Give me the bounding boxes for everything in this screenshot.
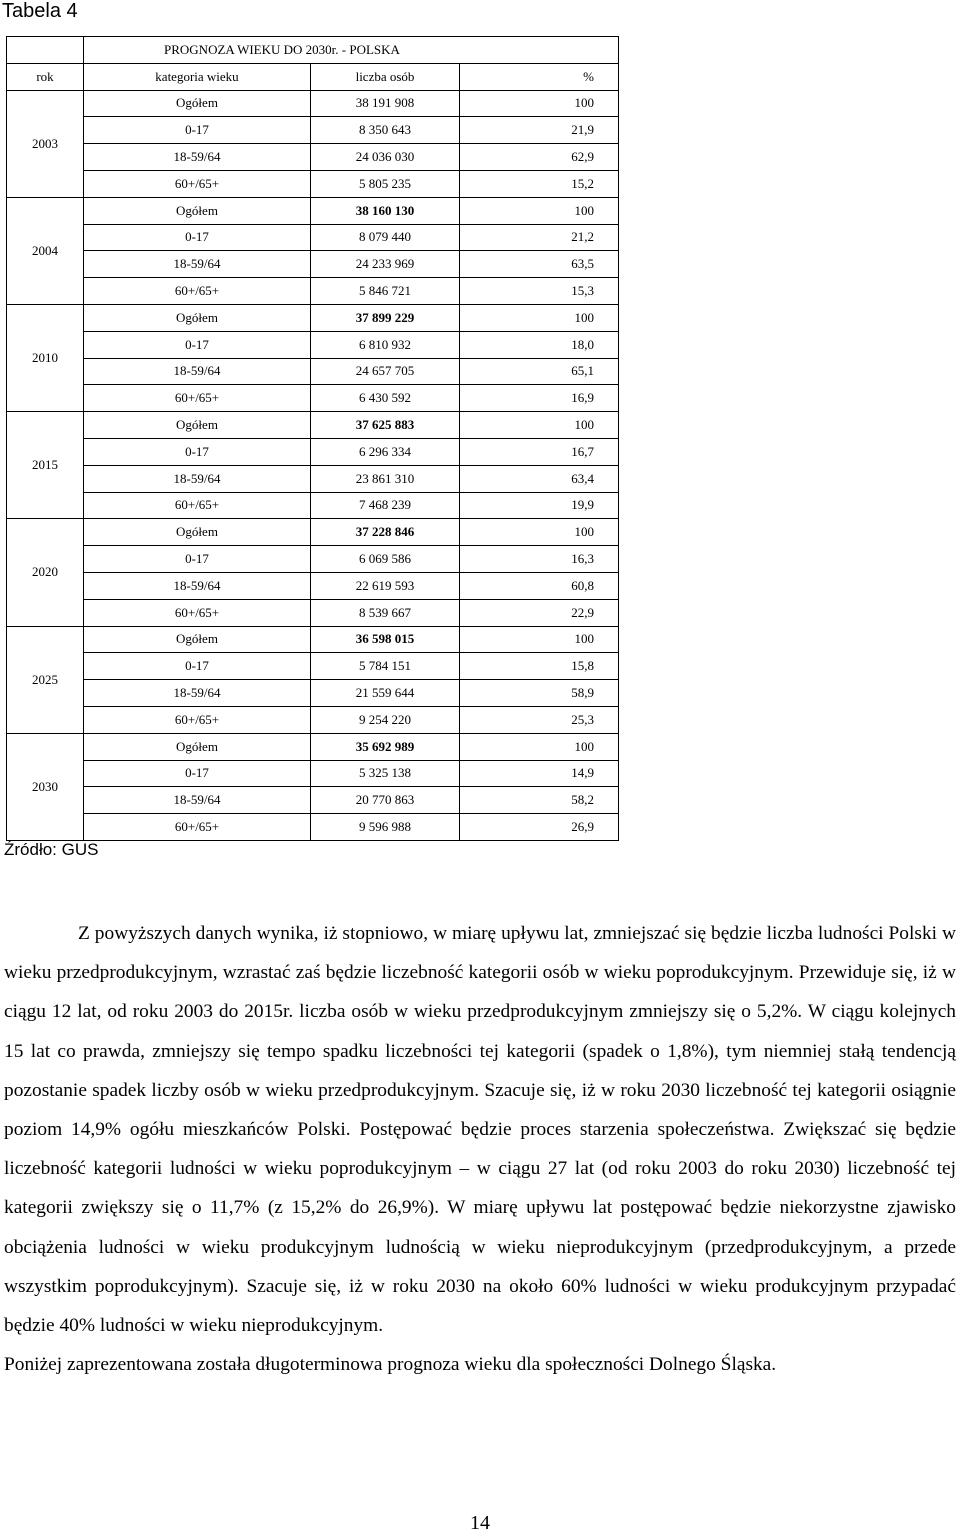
- year-cell: 2004: [7, 197, 84, 304]
- count-cell: 5 805 235: [311, 170, 460, 197]
- category-cell: 60+/65+: [84, 814, 311, 841]
- count-cell: 24 233 969: [311, 251, 460, 278]
- table-row: [7, 170, 619, 197]
- category-cell: 0-17: [84, 331, 311, 358]
- year-cell: 2020: [7, 519, 84, 626]
- percent-cell: 26,9: [460, 814, 619, 841]
- count-cell: 6 810 932: [311, 331, 460, 358]
- percent-cell: 100: [460, 197, 619, 224]
- count-cell: 5 325 138: [311, 760, 460, 787]
- category-cell: 60+/65+: [84, 278, 311, 305]
- count-cell: 8 350 643: [311, 117, 460, 144]
- paragraph-1: Z powyższych danych wynika, iż stopniowo, w miarę upływu lat, zmniejszać się będzie liczba ludności Polski w wieku przedprodukcyjnym, wzrastać zaś będzie liczebność kategorii osób w wieku poprodukcyjnym. Przewiduje się, iż w ciągu 12 lat, od roku 2003 do 2015r. liczba osób w wieku przedprodukcyjnym zmniejszy się o 5,2%. W ciągu kolejnych 15 lat co prawda, zmniejszy się tempo spadku liczebności tej kategorii (spadek o 1,8%), tym niemniej stałą tendencją pozostanie spadek liczby osób w wieku przedprodukcyjnym. Szacuje się, iż w roku 2030 liczebność tej kategorii osiągnie poziom 14,9% ogółu mieszkańców Polski. Postępować będzie proces starzenia społeczeństwa. Zwiększać się będzie liczebność kategorii ludności w wieku poprodukcyjnym – w ciągu 27 lat (od roku 2003 do roku 2030) liczebność tej kategorii zwiększy się o 11,7% (z 15,2% do 26,9%). W miarę upływu lat postępować będzie niekorzystne zjawisko obciążenia ludności w wieku produkcyjnym ludnością w wieku nieprodukcyjnym (przedprodukcyjnym, a przede wszystkim poprodukcyjnym). Szacuje się, iż w roku 2030 na około 60% ludności w wieku produkcyjnym przypadać będzie 40% ludności w wieku nieprodukcyjnym.: [4, 923, 956, 1337]
- percent-cell: 16,7: [460, 438, 619, 465]
- percent-cell: 65,1: [460, 358, 619, 385]
- category-cell: 0-17: [84, 117, 311, 144]
- table-title: PROGNOZA WIEKU DO 2030r. - POLSKA: [84, 37, 619, 64]
- count-cell: 38 160 130: [311, 197, 460, 224]
- count-cell: 6 430 592: [311, 385, 460, 412]
- table-row: [7, 599, 619, 626]
- count-cell: 23 861 310: [311, 465, 460, 492]
- year-cell: 2030: [7, 733, 84, 840]
- percent-cell: 100: [460, 626, 619, 653]
- table-label: Tabela 4: [2, 0, 78, 22]
- category-cell: 60+/65+: [84, 492, 311, 519]
- category-cell: Ogółem: [84, 90, 311, 117]
- table-row: [7, 251, 619, 278]
- table-row: [7, 331, 619, 358]
- percent-cell: 15,8: [460, 653, 619, 680]
- table-row: [7, 224, 619, 251]
- percent-cell: 16,3: [460, 546, 619, 573]
- table-row: [7, 787, 619, 814]
- category-cell: 18-59/64: [84, 787, 311, 814]
- table-row: [7, 626, 619, 653]
- category-cell: Ogółem: [84, 412, 311, 439]
- percent-cell: 14,9: [460, 760, 619, 787]
- category-cell: Ogółem: [84, 733, 311, 760]
- count-cell: 8 539 667: [311, 599, 460, 626]
- table-header-row: [7, 63, 619, 90]
- percent-cell: 100: [460, 733, 619, 760]
- table-row: [7, 572, 619, 599]
- year-cell: 2025: [7, 626, 84, 733]
- category-cell: 60+/65+: [84, 599, 311, 626]
- header-percent: %: [460, 63, 619, 90]
- percent-cell: 58,9: [460, 680, 619, 707]
- table-row: [7, 465, 619, 492]
- table-row: [7, 197, 619, 224]
- percent-cell: 100: [460, 412, 619, 439]
- count-cell: 7 468 239: [311, 492, 460, 519]
- category-cell: 18-59/64: [84, 358, 311, 385]
- table-title-row: [7, 37, 619, 64]
- percent-cell: 21,9: [460, 117, 619, 144]
- count-cell: 37 228 846: [311, 519, 460, 546]
- table-row: [7, 385, 619, 412]
- percent-cell: 25,3: [460, 706, 619, 733]
- count-cell: 6 296 334: [311, 438, 460, 465]
- category-cell: 60+/65+: [84, 385, 311, 412]
- category-cell: 0-17: [84, 653, 311, 680]
- count-cell: 8 079 440: [311, 224, 460, 251]
- table-row: [7, 492, 619, 519]
- category-cell: Ogółem: [84, 304, 311, 331]
- percent-cell: 100: [460, 90, 619, 117]
- table-row: [7, 144, 619, 171]
- count-cell: 21 559 644: [311, 680, 460, 707]
- percent-cell: 16,9: [460, 385, 619, 412]
- percent-cell: 22,9: [460, 599, 619, 626]
- table-row: [7, 814, 619, 841]
- category-cell: 60+/65+: [84, 706, 311, 733]
- table-row: [7, 412, 619, 439]
- page-number: 14: [470, 1512, 490, 1534]
- percent-cell: 100: [460, 519, 619, 546]
- table-row: [7, 733, 619, 760]
- body-text: [4, 914, 956, 1384]
- percent-cell: 15,2: [460, 170, 619, 197]
- table-row: [7, 278, 619, 305]
- table-row: [7, 519, 619, 546]
- source-note: Źródło: GUS: [4, 840, 99, 859]
- percent-cell: 58,2: [460, 787, 619, 814]
- count-cell: 5 846 721: [311, 278, 460, 305]
- percent-cell: 21,2: [460, 224, 619, 251]
- category-cell: 0-17: [84, 760, 311, 787]
- empty-corner-cell: [7, 37, 84, 64]
- count-cell: 22 619 593: [311, 572, 460, 599]
- population-forecast-table: [6, 36, 619, 841]
- category-cell: Ogółem: [84, 197, 311, 224]
- percent-cell: 18,0: [460, 331, 619, 358]
- category-cell: 18-59/64: [84, 144, 311, 171]
- percent-cell: 63,4: [460, 465, 619, 492]
- category-cell: Ogółem: [84, 626, 311, 653]
- table-row: [7, 304, 619, 331]
- count-cell: 38 191 908: [311, 90, 460, 117]
- count-cell: 37 625 883: [311, 412, 460, 439]
- category-cell: 18-59/64: [84, 465, 311, 492]
- header-category: kategoria wieku: [84, 63, 311, 90]
- table-row: [7, 706, 619, 733]
- count-cell: 36 598 015: [311, 626, 460, 653]
- table-row: [7, 117, 619, 144]
- table-row: [7, 680, 619, 707]
- count-cell: 24 036 030: [311, 144, 460, 171]
- category-cell: 18-59/64: [84, 251, 311, 278]
- count-cell: 6 069 586: [311, 546, 460, 573]
- table-row: [7, 358, 619, 385]
- count-cell: 5 784 151: [311, 653, 460, 680]
- year-cell: 2010: [7, 304, 84, 411]
- table-row: [7, 438, 619, 465]
- paragraph-2: Poniżej zaprezentowana została długoterminowa prognoza wieku dla społeczności Dolnego Śląska.: [4, 1354, 777, 1376]
- category-cell: 0-17: [84, 224, 311, 251]
- category-cell: 60+/65+: [84, 170, 311, 197]
- count-cell: 20 770 863: [311, 787, 460, 814]
- count-cell: 37 899 229: [311, 304, 460, 331]
- count-cell: 9 596 988: [311, 814, 460, 841]
- header-count: liczba osób: [311, 63, 460, 90]
- year-cell: 2003: [7, 90, 84, 197]
- percent-cell: 100: [460, 304, 619, 331]
- category-cell: 0-17: [84, 546, 311, 573]
- count-cell: 9 254 220: [311, 706, 460, 733]
- year-cell: 2015: [7, 412, 84, 519]
- header-year: rok: [7, 63, 84, 90]
- category-cell: 18-59/64: [84, 572, 311, 599]
- table-row: [7, 546, 619, 573]
- table-body: [7, 37, 619, 841]
- count-cell: 35 692 989: [311, 733, 460, 760]
- category-cell: 0-17: [84, 438, 311, 465]
- count-cell: 24 657 705: [311, 358, 460, 385]
- percent-cell: 63,5: [460, 251, 619, 278]
- table-row: [7, 760, 619, 787]
- table-row: [7, 90, 619, 117]
- category-cell: Ogółem: [84, 519, 311, 546]
- category-cell: 18-59/64: [84, 680, 311, 707]
- percent-cell: 62,9: [460, 144, 619, 171]
- table-row: [7, 653, 619, 680]
- percent-cell: 15,3: [460, 278, 619, 305]
- percent-cell: 60,8: [460, 572, 619, 599]
- percent-cell: 19,9: [460, 492, 619, 519]
